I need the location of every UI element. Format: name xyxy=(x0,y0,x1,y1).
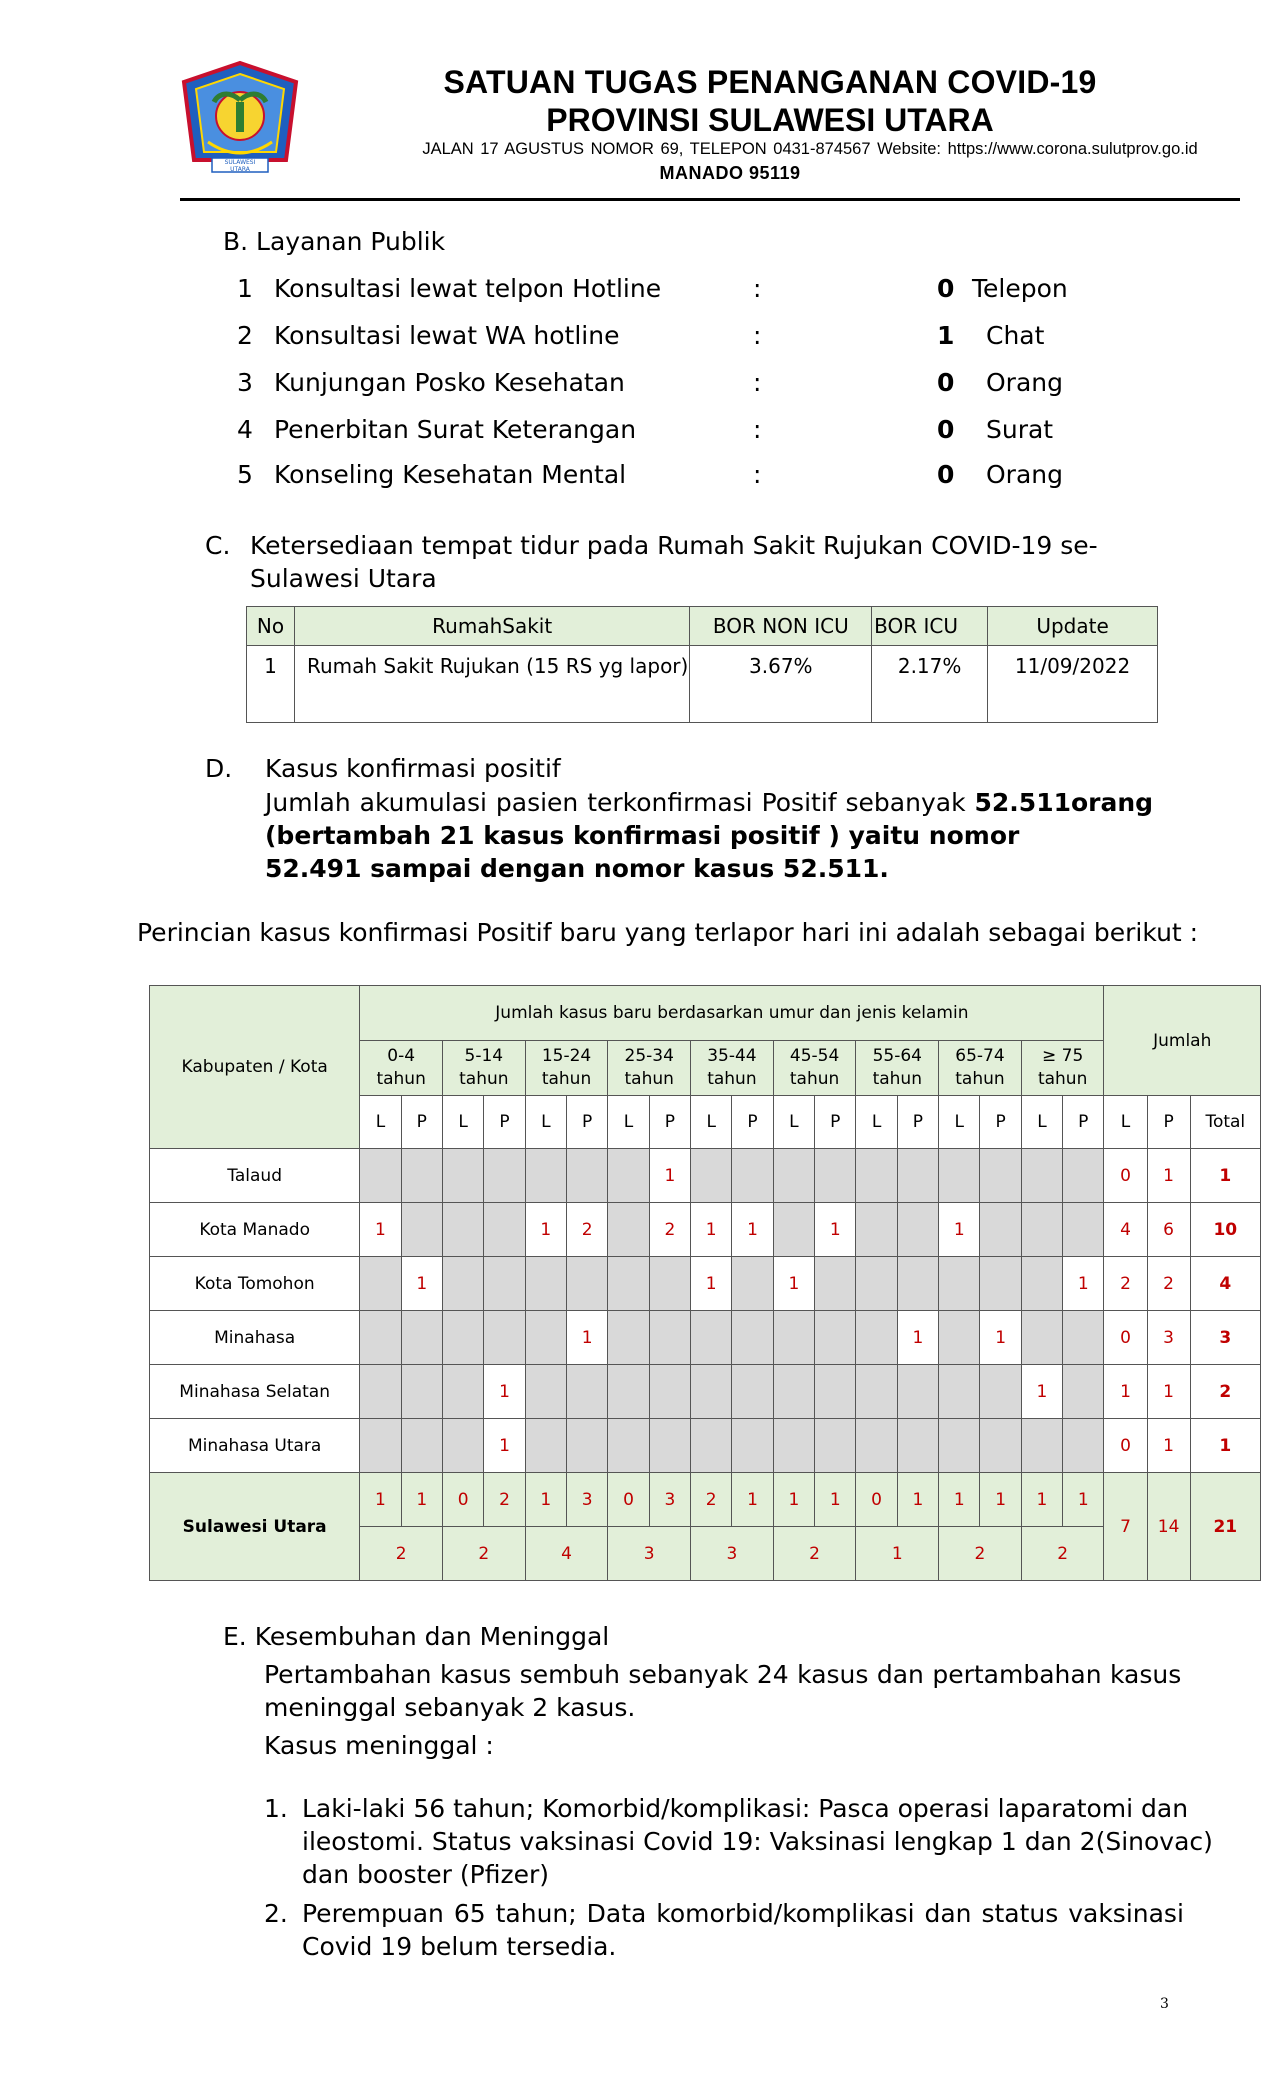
case-cell xyxy=(980,1149,1021,1203)
cell-no: 1 xyxy=(247,646,295,723)
case-cell xyxy=(1063,1311,1104,1365)
case-cell xyxy=(608,1257,649,1311)
region-name: Kota Manado xyxy=(150,1203,360,1257)
header-p: P xyxy=(567,1096,608,1149)
list-item-sep: : xyxy=(753,415,762,444)
section-d-line1-text: Jumlah akumulasi pasien terkonfirmasi Positif sebanyak xyxy=(265,788,975,817)
case-cell xyxy=(525,1149,566,1203)
case-cell xyxy=(484,1149,525,1203)
case-cell xyxy=(856,1311,897,1365)
row-total: 4 xyxy=(1190,1257,1260,1311)
header-l: L xyxy=(608,1096,649,1149)
case-cell xyxy=(401,1149,442,1203)
list-item-unit: Chat xyxy=(986,321,1045,350)
region-name: Kota Tomohon xyxy=(150,1257,360,1311)
list-item-label: Penerbitan Surat Keterangan xyxy=(274,415,637,444)
summary-cell: 3 xyxy=(567,1473,608,1527)
death-item-line1: Laki-laki 56 tahun; Komorbid/komplikasi: Pasca operasi laparatomi dan xyxy=(302,1794,1189,1823)
row-total-p: 1 xyxy=(1147,1365,1190,1419)
table-header-row xyxy=(247,607,1158,646)
case-cell: 1 xyxy=(815,1203,856,1257)
row-total-p: 1 xyxy=(1147,1419,1190,1473)
case-cell xyxy=(1021,1257,1062,1311)
death-item-line2: ileostomi. Status vaksinasi Covid 19: Vaksinasi lengkap 1 dan 2(Sinovac) xyxy=(302,1827,1213,1856)
row-total-l: 0 xyxy=(1104,1149,1147,1203)
table-row xyxy=(150,1419,1261,1473)
case-cell xyxy=(691,1419,732,1473)
table-row xyxy=(150,1365,1261,1419)
summary-total: 21 xyxy=(1190,1473,1260,1581)
region-name: Minahasa Selatan xyxy=(150,1365,360,1419)
case-cell xyxy=(980,1203,1021,1257)
section-d-letter: D. xyxy=(205,754,233,783)
case-cell xyxy=(649,1311,690,1365)
age-unit: tahun xyxy=(624,1069,674,1089)
summary-cell: 1 xyxy=(401,1473,442,1527)
summary-cell: 1 xyxy=(525,1473,566,1527)
header-p: P xyxy=(1063,1096,1104,1149)
header-l: L xyxy=(691,1096,732,1149)
case-cell xyxy=(608,1203,649,1257)
case-cell xyxy=(732,1365,773,1419)
summary-total-p: 14 xyxy=(1147,1473,1190,1581)
age-range: 15-24 xyxy=(541,1046,592,1066)
case-cell xyxy=(815,1365,856,1419)
case-cell xyxy=(773,1203,814,1257)
section-e-title: E. Kesembuhan dan Meninggal xyxy=(223,1622,610,1651)
case-cell: 1 xyxy=(732,1203,773,1257)
case-cell xyxy=(649,1419,690,1473)
header-l: L xyxy=(856,1096,897,1149)
header-jumlah: Jumlah xyxy=(1104,986,1261,1096)
case-cell: 1 xyxy=(939,1203,980,1257)
case-cell xyxy=(897,1365,938,1419)
list-item-value: 1 xyxy=(937,321,955,350)
summary-group-total: 2 xyxy=(442,1527,525,1581)
header-age-group xyxy=(442,1041,525,1096)
case-cell xyxy=(980,1365,1021,1419)
section-e-para2: Kasus meninggal : xyxy=(264,1731,494,1760)
case-cell xyxy=(567,1149,608,1203)
summary-total-l: 7 xyxy=(1104,1473,1147,1581)
age-unit: tahun xyxy=(872,1069,922,1089)
case-cell xyxy=(360,1149,401,1203)
header-l: L xyxy=(939,1096,980,1149)
case-cell xyxy=(525,1311,566,1365)
case-cell xyxy=(1021,1419,1062,1473)
list-item-no: 5 xyxy=(237,460,253,489)
case-cell: 1 xyxy=(980,1311,1021,1365)
section-d-line2: (bertambah 21 kasus konfirmasi positif ) yaitu nomor xyxy=(265,821,1020,850)
case-cell xyxy=(691,1311,732,1365)
list-item-no: 2 xyxy=(237,321,253,350)
case-cell xyxy=(1063,1203,1104,1257)
case-cell xyxy=(897,1419,938,1473)
case-cell: 1 xyxy=(897,1311,938,1365)
case-cell xyxy=(939,1419,980,1473)
perincian-text: Perincian kasus konfirmasi Positif baru yang terlapor hari ini adalah sebagai berikut : xyxy=(137,918,1199,947)
summary-cell: 1 xyxy=(980,1473,1021,1527)
case-cell xyxy=(939,1365,980,1419)
row-total-l: 2 xyxy=(1104,1257,1147,1311)
cell-hospital: Rumah Sakit Rujukan (15 RS yg lapor) xyxy=(294,646,689,723)
table-row xyxy=(150,1311,1261,1365)
case-cell xyxy=(897,1149,938,1203)
header-no: No xyxy=(247,607,295,646)
case-cell xyxy=(1063,1365,1104,1419)
summary-group-total: 2 xyxy=(773,1527,856,1581)
summary-cell: 0 xyxy=(856,1473,897,1527)
list-item-label: Konseling Kesehatan Mental xyxy=(274,460,627,489)
summary-cell: 1 xyxy=(815,1473,856,1527)
case-cell xyxy=(1021,1149,1062,1203)
list-item-label: Kunjungan Posko Kesehatan xyxy=(274,368,625,397)
header-p: P xyxy=(815,1096,856,1149)
case-cell: 1 xyxy=(525,1203,566,1257)
age-range: 25-34 xyxy=(624,1046,674,1066)
case-cell xyxy=(401,1203,442,1257)
section-d-total: 52.511orang xyxy=(974,788,1154,817)
age-unit: tahun xyxy=(459,1069,509,1089)
row-total-l: 0 xyxy=(1104,1311,1147,1365)
case-cell xyxy=(1021,1311,1062,1365)
header-address: JALAN 17 AGUSTUS NOMOR 69, TELEPON 0431-874567 Website: https://www.corona.sulutprov.go.id xyxy=(422,140,1198,158)
case-cell xyxy=(856,1203,897,1257)
header-region: Kabupaten / Kota xyxy=(150,986,360,1149)
case-cell xyxy=(939,1311,980,1365)
header-bor-non-icu: BOR NON ICU xyxy=(690,607,872,646)
row-total-l: 0 xyxy=(1104,1419,1147,1473)
list-item-value: 0 xyxy=(937,460,955,489)
summary-row xyxy=(150,1473,1261,1527)
list-item-unit: Telepon xyxy=(972,274,1068,303)
case-cell xyxy=(608,1419,649,1473)
header-p: P xyxy=(484,1096,525,1149)
row-total-p: 1 xyxy=(1147,1149,1190,1203)
case-cell xyxy=(1063,1419,1104,1473)
case-cell: 1 xyxy=(1021,1365,1062,1419)
case-cell xyxy=(939,1257,980,1311)
summary-cell: 1 xyxy=(732,1473,773,1527)
case-cell xyxy=(980,1257,1021,1311)
list-item-unit: Orang xyxy=(986,368,1063,397)
summary-group-total: 4 xyxy=(525,1527,608,1581)
age-unit: tahun xyxy=(955,1069,1005,1089)
header-age-gender-group: Jumlah kasus baru berdasarkan umur dan jenis kelamin xyxy=(360,986,1104,1041)
case-cell: 1 xyxy=(484,1419,525,1473)
section-e-para1-line2: meninggal sebanyak 2 kasus. xyxy=(264,1693,636,1722)
case-cell xyxy=(773,1419,814,1473)
summary-cell: 1 xyxy=(897,1473,938,1527)
case-cell xyxy=(442,1203,483,1257)
row-total: 1 xyxy=(1190,1419,1260,1473)
row-total: 2 xyxy=(1190,1365,1260,1419)
header-age-group xyxy=(856,1041,939,1096)
row-total: 3 xyxy=(1190,1311,1260,1365)
case-cell xyxy=(773,1365,814,1419)
case-cell xyxy=(897,1257,938,1311)
header-age-group xyxy=(608,1041,691,1096)
summary-group-total: 2 xyxy=(360,1527,443,1581)
case-cell xyxy=(897,1203,938,1257)
summary-cell: 1 xyxy=(1063,1473,1104,1527)
case-cell xyxy=(401,1311,442,1365)
case-cell xyxy=(856,1149,897,1203)
list-item-no: 4 xyxy=(237,415,253,444)
summary-region-name: Sulawesi Utara xyxy=(150,1473,360,1581)
case-cell xyxy=(939,1149,980,1203)
case-cell xyxy=(1021,1203,1062,1257)
row-total-p: 3 xyxy=(1147,1311,1190,1365)
region-name: Talaud xyxy=(150,1149,360,1203)
summary-cell: 0 xyxy=(608,1473,649,1527)
bed-availability-table xyxy=(246,606,1158,723)
list-item-unit: Orang xyxy=(986,460,1063,489)
header-total-p: P xyxy=(1147,1096,1190,1149)
case-cell xyxy=(608,1365,649,1419)
case-cell xyxy=(1063,1149,1104,1203)
list-item-value: 0 xyxy=(937,274,955,303)
case-cell: 1 xyxy=(773,1257,814,1311)
case-cell: 1 xyxy=(1063,1257,1104,1311)
row-total-p: 6 xyxy=(1147,1203,1190,1257)
header-line2: PROVINSI SULAWESI UTARA xyxy=(546,102,994,138)
death-item-no: 1. xyxy=(264,1794,288,1823)
case-cell xyxy=(401,1419,442,1473)
summary-cell: 2 xyxy=(484,1473,525,1527)
summary-cell: 1 xyxy=(360,1473,401,1527)
case-cell: 2 xyxy=(649,1203,690,1257)
cell-bor-icu: 2.17% xyxy=(872,646,988,723)
death-item-line1: Perempuan 65 tahun; Data komorbid/komplikasi dan status vaksinasi xyxy=(302,1899,1184,1928)
list-item-unit: Surat xyxy=(986,415,1054,444)
row-total: 10 xyxy=(1190,1203,1260,1257)
death-item-line2: Covid 19 belum tersedia. xyxy=(302,1932,617,1961)
case-cell xyxy=(732,1257,773,1311)
age-range: 0-4 xyxy=(387,1046,416,1066)
page-number: 3 xyxy=(1160,1996,1169,2012)
summary-cell: 1 xyxy=(773,1473,814,1527)
header-line1: SATUAN TUGAS PENANGANAN COVID-19 xyxy=(443,64,1097,100)
header-p: P xyxy=(897,1096,938,1149)
age-unit: tahun xyxy=(376,1069,426,1089)
age-range: 45-54 xyxy=(789,1046,840,1066)
death-item-line3: dan booster (Pfizer) xyxy=(302,1860,549,1889)
case-cell xyxy=(649,1365,690,1419)
case-cell xyxy=(815,1311,856,1365)
header-l: L xyxy=(773,1096,814,1149)
header-l: L xyxy=(360,1096,401,1149)
summary-group-total: 2 xyxy=(1021,1527,1104,1581)
case-cell: 1 xyxy=(401,1257,442,1311)
summary-group-total: 1 xyxy=(856,1527,939,1581)
case-cell xyxy=(484,1203,525,1257)
section-c-title-line2: Sulawesi Utara xyxy=(250,564,437,593)
death-item-no: 2. xyxy=(264,1899,288,1928)
section-b-title: B. Layanan Publik xyxy=(223,227,446,256)
header-p: P xyxy=(732,1096,773,1149)
cell-bor-non-icu: 3.67% xyxy=(690,646,872,723)
case-cell xyxy=(484,1311,525,1365)
case-cell xyxy=(360,1419,401,1473)
summary-cell: 3 xyxy=(649,1473,690,1527)
case-cell xyxy=(567,1257,608,1311)
case-cell: 1 xyxy=(691,1203,732,1257)
cell-update: 11/09/2022 xyxy=(988,646,1158,723)
case-cell: 2 xyxy=(567,1203,608,1257)
age-range: 35-44 xyxy=(707,1046,757,1066)
case-cell xyxy=(691,1149,732,1203)
case-cell xyxy=(401,1365,442,1419)
case-cell xyxy=(525,1365,566,1419)
case-cell: 1 xyxy=(360,1203,401,1257)
case-cell xyxy=(442,1149,483,1203)
header-age-group xyxy=(1021,1041,1104,1096)
section-c-letter: C. xyxy=(205,531,231,560)
header-age-group xyxy=(691,1041,774,1096)
header-age-group xyxy=(525,1041,608,1096)
case-cell xyxy=(815,1149,856,1203)
case-cell xyxy=(484,1257,525,1311)
case-cell: 1 xyxy=(649,1149,690,1203)
section-e-para1-line1: Pertambahan kasus sembuh sebanyak 24 kasus dan pertambahan kasus xyxy=(264,1660,1182,1689)
summary-group-total: 3 xyxy=(691,1527,774,1581)
case-cell xyxy=(442,1419,483,1473)
region-name: Minahasa Utara xyxy=(150,1419,360,1473)
case-cell xyxy=(442,1365,483,1419)
header-p: P xyxy=(649,1096,690,1149)
case-cell xyxy=(856,1419,897,1473)
header-p: P xyxy=(401,1096,442,1149)
header-total-l: L xyxy=(1104,1096,1147,1149)
table-header-row xyxy=(150,986,1261,1041)
case-cell xyxy=(856,1365,897,1419)
case-cell xyxy=(567,1419,608,1473)
case-cell xyxy=(732,1311,773,1365)
summary-cell: 1 xyxy=(1021,1473,1062,1527)
case-cell xyxy=(608,1149,649,1203)
case-cell xyxy=(442,1311,483,1365)
header-bor-icu: BOR ICU xyxy=(872,607,988,646)
table-row xyxy=(150,1257,1261,1311)
row-total-l: 4 xyxy=(1104,1203,1147,1257)
age-range: ≥ 75 xyxy=(1042,1046,1084,1066)
header-hospital: RumahSakit xyxy=(294,607,689,646)
header-l: L xyxy=(525,1096,566,1149)
list-item-sep: : xyxy=(753,460,762,489)
case-cell xyxy=(691,1365,732,1419)
header-total: Total xyxy=(1190,1096,1260,1149)
age-unit: tahun xyxy=(541,1069,592,1089)
list-item-sep: : xyxy=(753,321,762,350)
row-total: 1 xyxy=(1190,1149,1260,1203)
section-d-line1 xyxy=(265,786,1153,820)
case-cell xyxy=(773,1311,814,1365)
header-age-group xyxy=(360,1041,443,1096)
case-cell xyxy=(525,1257,566,1311)
age-unit: tahun xyxy=(1037,1069,1088,1089)
header-age-group xyxy=(939,1041,1022,1096)
summary-group-total: 3 xyxy=(608,1527,691,1581)
list-item-no: 1 xyxy=(237,274,253,303)
row-total-l: 1 xyxy=(1104,1365,1147,1419)
case-cell xyxy=(856,1257,897,1311)
header-update: Update xyxy=(988,607,1158,646)
section-c-title: Ketersediaan tempat tidur pada Rumah Sakit Rujukan COVID-19 se- xyxy=(250,531,1098,560)
list-item-label: Konsultasi lewat WA hotline xyxy=(274,321,620,350)
age-range: 55-64 xyxy=(872,1046,922,1066)
case-cell xyxy=(815,1257,856,1311)
age-range: 5-14 xyxy=(464,1046,504,1066)
case-cell xyxy=(567,1365,608,1419)
case-cell xyxy=(815,1419,856,1473)
header-age-group xyxy=(773,1041,856,1096)
list-item-no: 3 xyxy=(237,368,253,397)
case-cell: 1 xyxy=(484,1365,525,1419)
list-item-value: 0 xyxy=(937,415,955,444)
case-breakdown-table xyxy=(149,985,1261,1581)
header-rule xyxy=(180,198,1240,201)
case-cell xyxy=(525,1419,566,1473)
age-range: 65-74 xyxy=(955,1046,1005,1066)
section-d-title: Kasus konfirmasi positif xyxy=(265,754,561,783)
case-cell xyxy=(608,1311,649,1365)
list-item-label: Konsultasi lewat telpon Hotline xyxy=(274,274,662,303)
header-city: MANADO 95119 xyxy=(659,163,801,183)
table-row xyxy=(150,1203,1261,1257)
list-item-value: 0 xyxy=(937,368,955,397)
summary-group-total: 2 xyxy=(939,1527,1022,1581)
case-cell xyxy=(980,1419,1021,1473)
case-cell xyxy=(732,1419,773,1473)
summary-cell: 1 xyxy=(939,1473,980,1527)
region-name: Minahasa xyxy=(150,1311,360,1365)
row-total-p: 2 xyxy=(1147,1257,1190,1311)
case-cell xyxy=(360,1257,401,1311)
case-cell xyxy=(773,1149,814,1203)
case-cell: 1 xyxy=(691,1257,732,1311)
table-row xyxy=(247,646,1158,723)
header-l: L xyxy=(1021,1096,1062,1149)
summary-cell: 2 xyxy=(691,1473,732,1527)
case-cell xyxy=(360,1311,401,1365)
case-cell xyxy=(360,1365,401,1419)
table-row xyxy=(150,1149,1261,1203)
case-cell xyxy=(649,1257,690,1311)
section-d-line3: 52.491 sampai dengan nomor kasus 52.511. xyxy=(265,854,889,883)
header-l: L xyxy=(442,1096,483,1149)
case-cell: 1 xyxy=(567,1311,608,1365)
age-unit: tahun xyxy=(707,1069,757,1089)
case-cell xyxy=(732,1149,773,1203)
age-unit: tahun xyxy=(789,1069,840,1089)
case-cell xyxy=(442,1257,483,1311)
header-p: P xyxy=(980,1096,1021,1149)
logo-text: SULAWESI UTARA xyxy=(224,159,256,173)
list-item-sep: : xyxy=(753,274,762,303)
summary-cell: 0 xyxy=(442,1473,483,1527)
list-item-sep: : xyxy=(753,368,762,397)
